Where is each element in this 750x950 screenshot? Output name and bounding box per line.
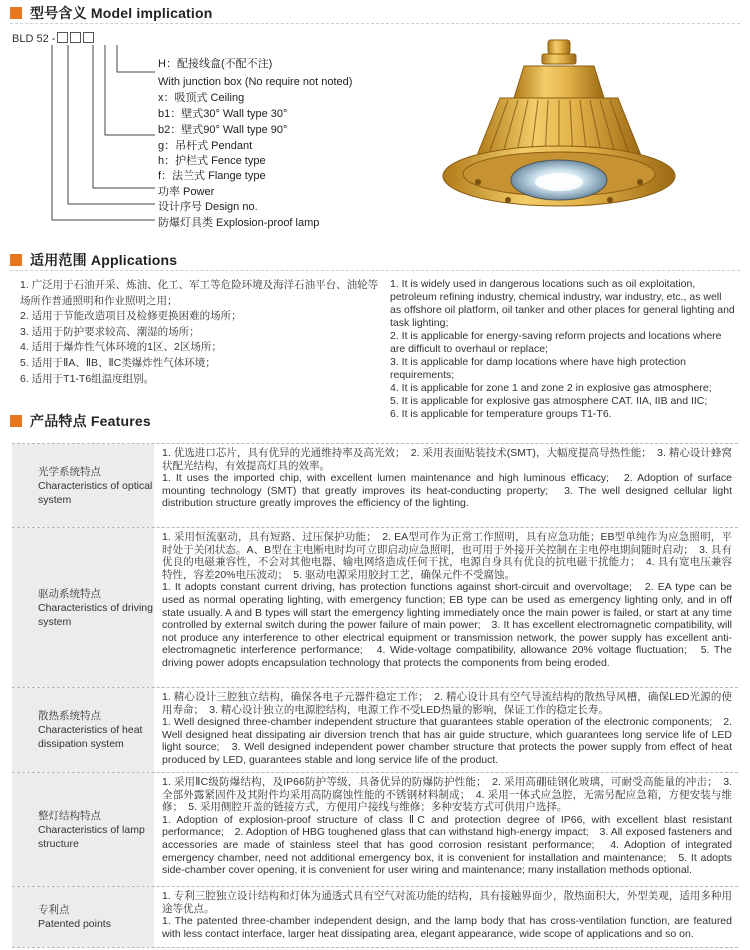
table-row [12, 687, 738, 772]
model-implication-diagram [12, 32, 392, 232]
list-item: 6. 适用于T1-T6组温度组别。 [20, 372, 155, 385]
model-code: BLD 52 - [12, 32, 94, 45]
list-item: 2. It is applicable for energy-saving reform projects and locations where are difficult to overhaul or replace; [390, 330, 722, 355]
feature-title: 光学系统特点 Characteristics of optical system [12, 444, 154, 527]
model-label: 功率 Power [158, 186, 215, 198]
list-item: 4. 适用于爆炸性气体环境的1区、2区场所； [20, 341, 222, 354]
feature-description: 1. 精心设计三腔独立结构，确保各电子元器件稳定工作； 2. 精心设计具有空气导流结构的散热导风槽，确保LED光源的使用寿命； 3. 精心设计独立的电源腔结构，电源工作不受LED热量的影响，保证工作的稳定长寿。 1. Well designed three-chamber independent structure that guarantees stable operation of the electronic components; 2. Well designed heat dissipating air diversion trench that has air guide structure, which guarantees long service life of LED light source; 3. Well designed independent power chamber structure that protects the power supply from effect of heat produced by LED, guarantees stable and long service life of the product. [162, 691, 732, 766]
section-title: 适用范围 Applications [30, 252, 178, 268]
section-divider [10, 23, 740, 24]
table-row [12, 886, 738, 948]
feature-title: 驱动系统特点 Characteristics of driving system [12, 528, 154, 687]
feature-description: 1. 专利三腔独立设计结构和灯体为通透式具有空气对流功能的结构，具有接触界面少，散热面积大，外型美观，适用多种用途等优点。 1. The patented three-chamber independent design, and the lamp body that has cross-ventilation function, are featured with less contact interface, larger heat dissipating area, elegant appearance, wide scope of applications and so on. [162, 890, 732, 940]
orange-square-icon [10, 254, 22, 266]
list-item: 4. It is applicable for zone 1 and zone 2 in explosive gas atmosphere; [390, 382, 712, 394]
model-label: f：法兰式 Flange type [158, 170, 266, 182]
model-label: g：吊杆式 Pendant [158, 140, 253, 152]
section-header-applications [10, 250, 177, 270]
table-row [12, 527, 738, 687]
list-item: 3. It is applicable for damp locations where have high protection requirements; [390, 356, 686, 381]
model-label: H：配接线盒(不配不注) [158, 58, 273, 70]
list-item: 6. It is applicable for temperature groups T1-T6. [390, 408, 612, 420]
section-header-model [10, 3, 213, 23]
list-item: 5. 适用于ⅡA、ⅡB、ⅡC类爆炸性气体环境； [20, 356, 216, 369]
section-title: 型号含义 Model implication [30, 5, 213, 21]
model-label: b1：壁式30° Wall type 30° [158, 108, 288, 120]
model-label: 防爆灯具类 Explosion-proof lamp [158, 217, 320, 229]
list-item: 5. It is applicable for explosive gas atmosphere CAT. IIA, IIB and IIC; [390, 395, 708, 407]
table-row [12, 443, 738, 527]
section-divider [10, 270, 740, 271]
section-header-features [10, 411, 151, 431]
feature-description: 1. 采用恒流驱动，具有短路、过压保护功能； 2. EA型可作为正常工作照明，具有应急功能；EB型单纯作为应急照明，平时处于关闭状态。A、B型在主电断电时均可立即启动应急照明，也可用于外接开关控制在主电停电期间随时启动； 3. 具有优良的电磁兼容性，不会对其他电器、输电网络造成任何干扰，电源自身具有优良的抗电磁干扰能力； 4. 具有宽电压兼容特性，容差20%电压波动； 5. 驱动电源采用胶封工艺，确保元件不受腐蚀。 1. It adopts constant current driving, has protection functions against short-circuit and overvoltage; 2. EA type can be used as normal operating lighting, with emergency function; EB type can be used as emergency lighting only, and in off state usually. A and B types will start the emergency lighting immediately once the main power is failed, or start at any time controlled by external switch during the power failure of main power; 3. It has excellent electromagnetic compatibility, will not produce any interference to other electrical equipment or transmission network, the power supply has excellent anti-electromagnetic interference performance; 4. Wide-voltage compatibility, allowance 20% voltage fluctuation; 5. The driving power adopts encapsulation technology that protects the components from being eroded. [162, 531, 732, 669]
model-label: With junction box (No require not noted) [158, 76, 353, 88]
explosion-proof-lamp-image [438, 36, 678, 236]
orange-square-icon [10, 415, 22, 427]
model-label: b2：壁式90° Wall type 90° [158, 124, 288, 136]
feature-description: 1. 优选进口芯片，具有优异的光通维持率及高光效； 2. 采用表面贴装技术(SMT)，大幅度提高导热性能； 3. 精心设计蜂窝状配光结构，有效提高灯具的效率。 1. It uses the imported chip, with excellent lumen maintenance and high luminous efficacy; 2. Adoption of surface mounting technology (SMT) that greatly improves its heat-conducting property; 3. The well designed cellular light distribution structure greatly improves the efficiency of the lighting. [162, 447, 732, 510]
feature-description: 1. 采用ⅡC级防爆结构，及IP66防护等级，具备优异的防爆防护性能； 2. 采用高硼硅钢化玻璃，可耐受高能量的冲击； 3. 全部外露紧固件及其附件均采用高防腐蚀性能的不锈钢材料制成； 4. 采用一体式应急腔，无需另配应急箱，方便安装与维修； 5. 采用侧腔开盖的链接方式，方便用户接线与维修；多种安装方式可供用户选择。 1. Adoption of explosion-proof structure of class ⅡC and protection degree of IP66, with excellent blast resistant performance; 2. Adoption of HBG toughened glass that can withstand high-energy impact; 3. All exposed fasteners and accessories are made of stainless steel that has good corrosion resistant performance; 4. Adoption of integrated emergency chamber, need not additional emergency box, it is convenient for installation and maintenance; 5. It adopts side-chamber cover opening, it is convenient for user wiring and maintenance; many installation methods optional. [162, 776, 732, 877]
feature-title: 专利点 Patented points [12, 887, 154, 947]
model-label: x：吸顶式 Ceiling [158, 92, 245, 104]
model-label: h：护栏式 Fence type [158, 155, 266, 167]
feature-title: 散热系统特点 Characteristics of heat dissipation system [12, 688, 154, 772]
section-title: 产品特点 Features [30, 413, 151, 429]
list-item: 1. It is widely used in dangerous locations such as oil exploitation, petroleum refining industry, chemical industry, war industry, etc., as well as offshore oil platform, oil tanker and other places for general lighting and task lighting; [390, 278, 735, 329]
table-row [12, 772, 738, 886]
list-item: 1. 广泛用于石油开采、炼油、化工、军工等危险环境及海洋石油平台、油轮等场所作普通照明和作业照明之用； [20, 279, 379, 307]
list-item: 3. 适用于防护要求较高、潮湿的场所； [20, 325, 200, 338]
list-item: 2. 适用于节能改造项目及检修更换困难的场所； [20, 310, 242, 323]
applications-list-cn [20, 278, 380, 387]
orange-square-icon [10, 7, 22, 19]
features-table [12, 443, 738, 948]
model-label: 设计序号 Design no. [158, 201, 258, 213]
feature-title: 整灯结构特点 Characteristics of lamp structure [12, 773, 154, 886]
applications-list-en [390, 278, 735, 421]
